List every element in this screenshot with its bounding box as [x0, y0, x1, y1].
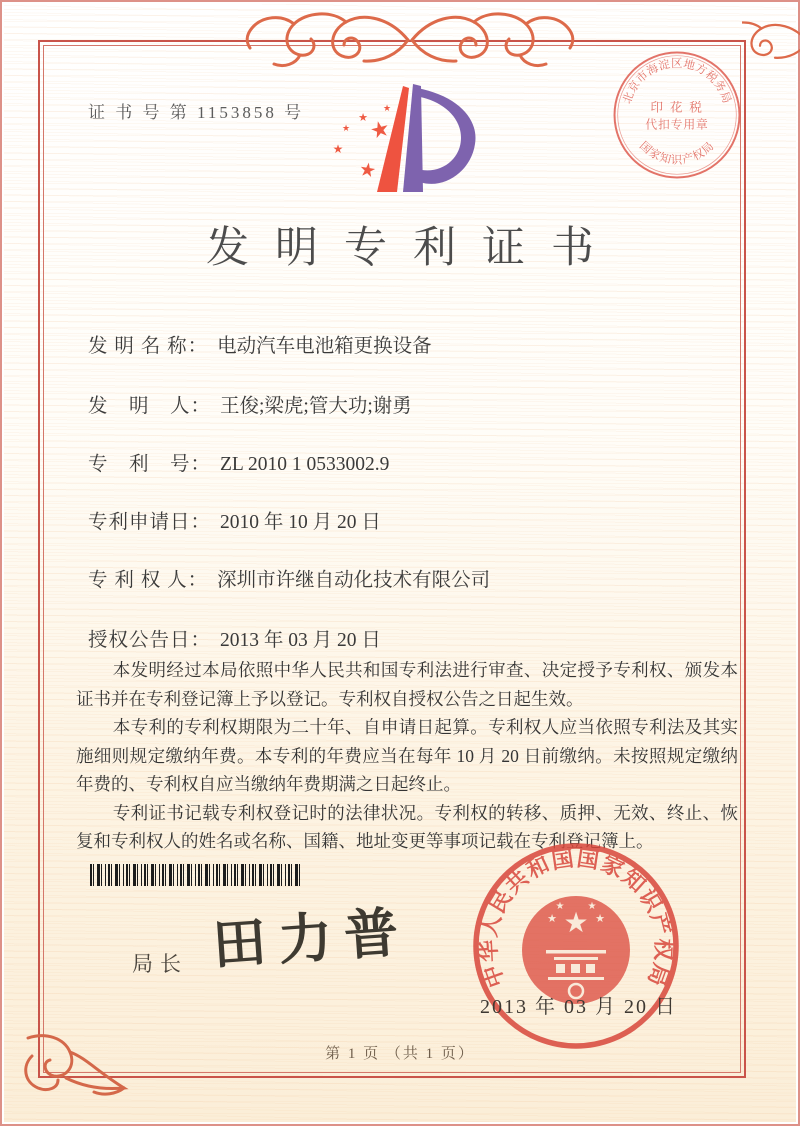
office-seal: [468, 838, 684, 1054]
svg-text:★: ★: [555, 901, 565, 912]
field-label: 发 明 人：: [88, 396, 212, 417]
field-value: 2010 年 10 月 20 日: [220, 512, 381, 533]
field-value: 深圳市许继自动化技术有限公司: [217, 570, 491, 591]
field-filing-date: [88, 506, 381, 534]
field-value: ZL 2010 1 0533002.9: [220, 454, 390, 475]
tax-stamp-arc-top-text: 北京市海淀区地方税务局: [621, 57, 733, 106]
tax-stamp: [610, 48, 744, 182]
svg-text:★: ★: [595, 912, 605, 925]
field-grant-date: [88, 624, 381, 652]
field-invention-name: [88, 330, 432, 358]
seal-arc-text: 中华人民共和国国家知识产权局: [475, 845, 677, 991]
field-label: 专 利 权 人：: [88, 570, 209, 591]
field-value: 2013 年 03 月 20 日: [220, 630, 381, 651]
sipo-logo: [316, 80, 488, 206]
top-ornament-flourish: [240, 8, 580, 72]
field-value: 王俊;梁虎;管大功;谢勇: [220, 396, 412, 417]
top-right-ornament: [742, 14, 800, 66]
field-label: 专 利 号：: [88, 454, 212, 475]
page-footer: 第 1 页 （共 1 页）: [325, 1046, 475, 1062]
commissioner-title: 局长: [132, 952, 188, 976]
tax-stamp-center-line2: 代扣专用章: [645, 118, 709, 132]
legal-paragraph-1: 本发明经过本局依照中华人民共和国专利法进行审查、决定授予专利权、颁发本证书并在专利登记簿上予以登记。专利权自授权公告之日起生效。: [76, 660, 738, 709]
legal-paragraph-3: 专利证书记载专利权登记时的法律状况。专利权的转移、质押、无效、终止、恢复和专利权人的姓名或名称、国籍、地址变更等事项记载在专利登记簿上。: [76, 802, 738, 851]
svg-text:★: ★: [382, 104, 392, 114]
svg-text:★: ★: [341, 124, 351, 134]
svg-text:★: ★: [563, 906, 589, 939]
tax-stamp-arc-bottom-text: 国家知识产权局: [637, 139, 717, 167]
national-emblem: [522, 896, 630, 1004]
svg-text:★: ★: [358, 111, 368, 124]
svg-text:★: ★: [547, 912, 557, 925]
tax-stamp-center-line1: 印 花 税: [650, 100, 704, 115]
svg-text:★: ★: [587, 901, 597, 912]
field-patentee: [88, 564, 490, 592]
field-value: 电动汽车电池箱更换设备: [217, 336, 432, 357]
seal-date: 2013 年 03 月 20 日: [480, 996, 677, 1018]
bottom-left-ornament: [12, 1028, 140, 1100]
certificate-number: 证 书 号 第 1153858 号: [88, 103, 305, 122]
field-label: 发 明 名 称：: [88, 336, 209, 357]
svg-text:★: ★: [367, 115, 393, 146]
field-label: 授权公告日：: [88, 630, 212, 651]
legal-paragraph-2: 本专利的专利权期限为二十年、自申请日起算。专利权人应当依照专利法及其实施细则规定缴纳年费。本专利的年费应当在每年 10 月 20 日前缴纳。未按照规定缴纳年费的、专利权自应当缴纳年费期满之日起终止。: [76, 717, 738, 794]
legal-text-block: [76, 656, 738, 856]
field-patent-number: [88, 448, 389, 476]
svg-text:★: ★: [332, 142, 344, 156]
barcode: [90, 864, 302, 886]
commissioner-signature: 田力普: [210, 900, 413, 977]
certificate-title: 发明专利证书: [206, 225, 620, 272]
svg-text:★: ★: [357, 158, 378, 183]
field-label: 专利申请日：: [88, 512, 212, 533]
field-inventors: [88, 390, 412, 418]
logo-purple-bowl: [415, 88, 476, 184]
